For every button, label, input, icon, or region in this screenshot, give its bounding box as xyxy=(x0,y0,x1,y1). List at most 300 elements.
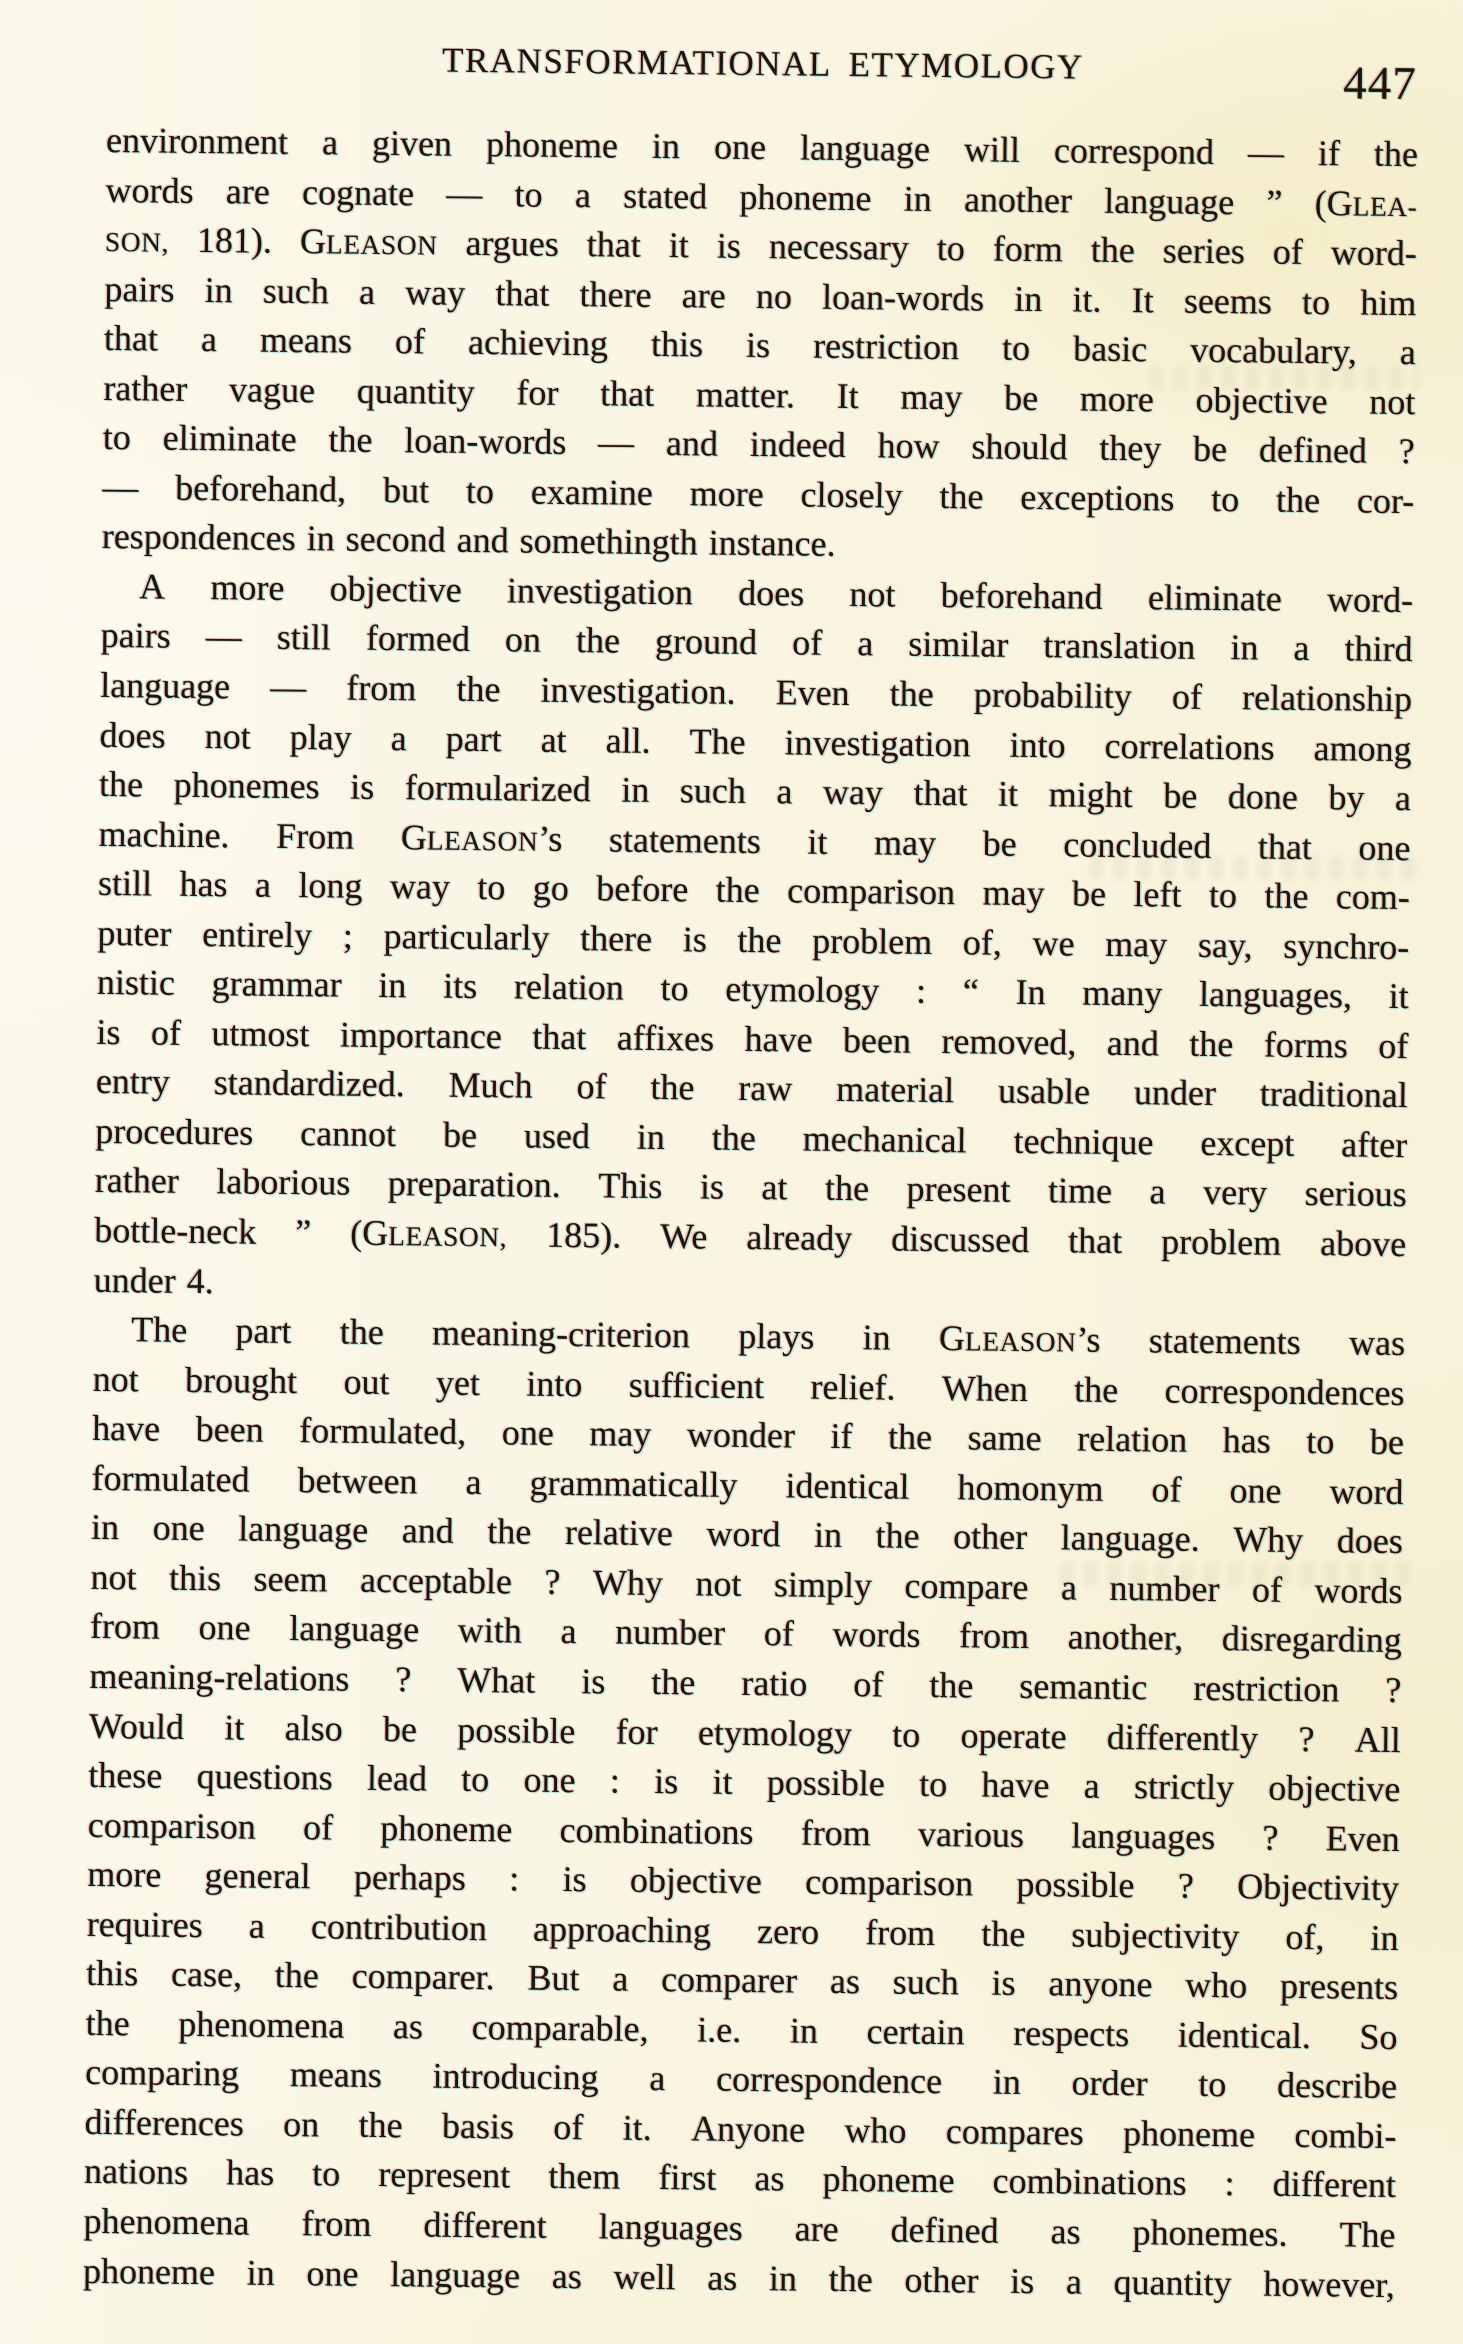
word: contribution xyxy=(310,1905,488,1948)
word: the xyxy=(487,1511,532,1552)
word: words xyxy=(1314,1569,1403,1611)
word: meaning-criterion xyxy=(431,1312,691,1356)
word: procedures xyxy=(95,1110,254,1153)
word: 181). xyxy=(196,220,273,261)
word: correspond xyxy=(1053,130,1215,172)
word: word xyxy=(706,1513,781,1555)
word: there xyxy=(579,273,652,315)
word: investigation xyxy=(784,721,971,764)
word: statements xyxy=(1148,1320,1302,1363)
word: one xyxy=(713,126,767,168)
word: — xyxy=(1247,132,1285,173)
word: before xyxy=(596,868,689,910)
word: not xyxy=(849,573,896,615)
word: combi- xyxy=(1294,2114,1397,2156)
word: When xyxy=(941,1367,1029,1409)
word: instance. xyxy=(708,522,836,565)
word: are xyxy=(225,170,271,212)
word: in xyxy=(246,2252,275,2293)
word: after xyxy=(1341,1124,1408,1166)
word: it xyxy=(668,225,690,266)
word: by xyxy=(1328,777,1365,818)
word: does xyxy=(1336,1520,1404,1562)
word: a xyxy=(1065,2260,1083,2302)
word: brought xyxy=(184,1359,298,1401)
word: in xyxy=(204,269,233,310)
word: from xyxy=(958,1615,1030,1657)
word: ” xyxy=(1266,182,1283,223)
word: grammar xyxy=(211,963,342,1005)
word: statements xyxy=(608,819,762,861)
word: if xyxy=(830,1416,853,1457)
word: semantic xyxy=(1019,1665,1148,1708)
word: preparation. xyxy=(387,1163,562,1206)
word: forms xyxy=(1263,1024,1349,1066)
word: as xyxy=(754,2158,785,2199)
word: more xyxy=(1079,378,1155,420)
word: Objectivity xyxy=(1237,1866,1400,1909)
word: a xyxy=(390,717,407,758)
word: the xyxy=(85,2002,130,2044)
word: not xyxy=(204,715,251,757)
word: words xyxy=(832,1614,921,1656)
word: — xyxy=(102,466,139,508)
word: have xyxy=(91,1408,161,1449)
word: examine xyxy=(530,471,654,513)
word: defined xyxy=(890,2209,999,2251)
word: 185). xyxy=(546,1214,622,1256)
word: a xyxy=(560,1611,577,1652)
word: argues xyxy=(465,222,560,264)
word: of xyxy=(1272,231,1304,273)
word: of xyxy=(1378,1025,1409,1066)
word: 4. xyxy=(186,1260,214,1301)
word: out xyxy=(343,1361,390,1402)
word: is xyxy=(350,766,375,808)
word: identical xyxy=(785,1465,910,1507)
word: combinations xyxy=(992,2161,1187,2204)
word: this xyxy=(86,1953,139,1994)
word: the xyxy=(328,419,373,461)
word: disregarding xyxy=(1221,1618,1403,1661)
word: in xyxy=(992,2061,1022,2103)
word: the xyxy=(1373,133,1419,175)
word: a xyxy=(574,174,592,215)
word: sufficient xyxy=(628,1364,765,1406)
word: different xyxy=(1272,2164,1397,2206)
word: and xyxy=(1106,1022,1160,1064)
word: utmost xyxy=(211,1012,310,1055)
word: concluded xyxy=(1063,824,1212,866)
word: — xyxy=(205,616,243,657)
word: languages xyxy=(598,2206,743,2248)
word: the xyxy=(274,1955,320,1996)
word: a xyxy=(857,623,874,664)
page-content xyxy=(83,35,1419,2313)
word: language xyxy=(799,127,931,169)
word: languages, xyxy=(1198,974,1353,1016)
word: standardized. xyxy=(213,1062,405,1105)
word: time xyxy=(1047,1170,1113,1212)
word: investigation xyxy=(506,570,694,613)
word: laborious xyxy=(216,1161,351,1204)
word: entirely xyxy=(202,913,313,955)
word: more xyxy=(87,1854,162,1895)
word: necessary xyxy=(768,226,910,268)
word: be xyxy=(1003,377,1039,418)
word: number xyxy=(614,1611,726,1654)
word: Even xyxy=(775,672,850,714)
word: go xyxy=(532,867,570,909)
word: cognate xyxy=(301,171,415,213)
word: correspondences xyxy=(1164,1370,1405,1413)
word: used xyxy=(523,1115,591,1157)
word: in xyxy=(813,1515,843,1556)
word: be xyxy=(1192,429,1228,470)
word: correlations xyxy=(1104,725,1275,768)
word: first xyxy=(658,2157,717,2199)
word: somethingth xyxy=(519,520,698,563)
word: compare xyxy=(904,1565,1029,1607)
word: one xyxy=(152,1507,205,1549)
word: comparing xyxy=(85,2052,240,2094)
word: was xyxy=(1348,1322,1406,1364)
word: words xyxy=(105,169,194,211)
word: language xyxy=(289,1608,420,1650)
word: who xyxy=(1185,1964,1248,2006)
word: language. xyxy=(1060,1517,1200,1560)
word: series xyxy=(1162,230,1246,272)
word: already xyxy=(746,1216,853,1259)
word: restriction xyxy=(812,325,960,368)
word: as xyxy=(707,2257,738,2298)
word: is xyxy=(699,1166,725,1208)
word: the xyxy=(828,2258,874,2299)
word: in xyxy=(651,125,681,167)
word: acceptable xyxy=(359,1559,513,1602)
word: ? xyxy=(1262,1817,1279,1858)
word: second xyxy=(345,518,446,561)
word: But xyxy=(527,1957,580,1999)
word: the xyxy=(981,1913,1026,1954)
word: may xyxy=(589,1413,652,1455)
word: perhaps xyxy=(353,1856,467,1899)
word: at xyxy=(761,1167,788,1208)
word: be xyxy=(1369,1421,1405,1463)
word: language xyxy=(390,2253,521,2296)
word: it. xyxy=(622,2107,652,2148)
word: quantity xyxy=(356,370,476,412)
word: that xyxy=(1068,1220,1123,1262)
word: com- xyxy=(1335,876,1411,918)
word: with xyxy=(457,1610,523,1651)
word: that xyxy=(495,272,550,314)
word: phoneme xyxy=(1122,2112,1256,2155)
word: GLEASON xyxy=(299,221,438,262)
word: are xyxy=(794,2208,839,2249)
word: phenomena xyxy=(83,2200,250,2243)
word: objective xyxy=(629,1859,763,1902)
word: still xyxy=(97,863,153,904)
word: technique xyxy=(1013,1120,1154,1163)
word: a xyxy=(1399,332,1417,373)
word: The xyxy=(689,720,746,762)
word: possible xyxy=(766,1762,886,1804)
word: importance xyxy=(339,1014,503,1057)
word: Would xyxy=(88,1705,185,1747)
word: zero xyxy=(756,1910,820,1952)
word: word xyxy=(1329,1471,1404,1512)
word: This xyxy=(598,1165,663,1207)
word: different xyxy=(423,2204,548,2246)
word: GLEASON’s xyxy=(938,1318,1101,1360)
word: correspondence xyxy=(715,2059,943,2102)
word: still xyxy=(276,617,332,658)
word: case, xyxy=(170,1954,243,1995)
word: to xyxy=(514,173,543,215)
word: comparer xyxy=(660,1959,798,2001)
word: to xyxy=(102,417,132,458)
word: that xyxy=(103,318,159,359)
word: the xyxy=(737,919,782,961)
word: but xyxy=(382,469,430,511)
word: defined xyxy=(1258,429,1368,471)
word: subjectivity xyxy=(1071,1914,1240,1957)
word: the xyxy=(887,1416,933,1458)
word: basis xyxy=(441,2105,515,2147)
word: there xyxy=(579,917,653,959)
word: the xyxy=(711,1117,757,1158)
word: (GLEASON, xyxy=(350,1212,508,1254)
word: in xyxy=(1014,278,1043,319)
word: third xyxy=(1344,628,1413,670)
word: means xyxy=(289,2054,383,2096)
word: matter. xyxy=(695,374,796,416)
word: a xyxy=(358,271,376,312)
word: combinations xyxy=(559,1809,754,1852)
word: for xyxy=(516,372,559,413)
page-title: TRANSFORMATIONAL ETYMOLOGY xyxy=(441,40,1085,87)
word: be xyxy=(442,1114,478,1155)
word: similar xyxy=(908,624,1009,666)
word: long xyxy=(298,865,363,906)
word: a xyxy=(248,1905,266,1946)
word: be xyxy=(982,823,1017,864)
word: objective xyxy=(1195,379,1328,421)
word: such xyxy=(679,770,747,812)
word: relation xyxy=(1077,1418,1188,1460)
word: are xyxy=(681,274,726,316)
word: left xyxy=(1133,874,1182,915)
word: cor- xyxy=(1356,480,1415,521)
word: is xyxy=(682,919,708,960)
word: that xyxy=(532,1016,587,1058)
word: phonemes. xyxy=(1132,2212,1288,2254)
word: to xyxy=(477,867,506,908)
word: discussed xyxy=(891,1218,1030,1261)
word: anyone xyxy=(1048,1963,1153,2005)
word: rather xyxy=(103,367,188,409)
word: also xyxy=(284,1707,343,1749)
word: however, xyxy=(1263,2263,1396,2305)
word: word- xyxy=(1330,232,1418,274)
word: has xyxy=(179,864,228,905)
word: such xyxy=(262,270,330,312)
word: is xyxy=(96,1011,121,1053)
paragraph xyxy=(83,1308,1406,2313)
word: describe xyxy=(1276,2065,1398,2107)
word: of xyxy=(763,1613,795,1654)
word: no xyxy=(755,275,793,317)
word: under xyxy=(1133,1072,1217,1114)
word: be xyxy=(1071,873,1107,915)
word: ? xyxy=(395,1659,412,1700)
word: Much xyxy=(448,1065,533,1107)
word: same xyxy=(967,1417,1042,1459)
word: done xyxy=(1227,776,1299,818)
word: language xyxy=(238,1508,369,1551)
word: removed, xyxy=(941,1020,1077,1063)
word: as xyxy=(829,1961,861,2002)
word: comparable, xyxy=(471,2006,649,2049)
word: pairs xyxy=(104,268,175,310)
word: : xyxy=(509,1858,520,1899)
word: this xyxy=(650,324,704,365)
word: relation xyxy=(513,966,625,1008)
word: comparison xyxy=(87,1804,257,1847)
word: respondences xyxy=(101,516,296,559)
word: Anyone xyxy=(690,2108,806,2150)
word: a xyxy=(254,864,272,905)
word: in xyxy=(862,1317,891,1358)
word: The xyxy=(1339,2214,1396,2256)
word: such xyxy=(892,1961,960,2003)
word: : xyxy=(1224,2163,1235,2204)
word: So xyxy=(1359,2016,1398,2057)
word: part xyxy=(235,1310,292,1352)
word: material xyxy=(836,1069,955,1111)
word: — xyxy=(270,666,307,708)
word: one xyxy=(1229,1469,1282,1511)
word: the xyxy=(889,673,934,714)
word: nistic xyxy=(96,962,176,1004)
word: way xyxy=(822,771,884,813)
word: ratio xyxy=(741,1662,808,1704)
word: objective xyxy=(329,568,462,610)
word: is xyxy=(991,1962,1016,2004)
word: in xyxy=(306,518,335,559)
word: and xyxy=(665,423,719,464)
word: we xyxy=(1032,922,1075,964)
word: not xyxy=(90,1556,137,1598)
word: a xyxy=(465,1461,482,1502)
word: to xyxy=(892,1714,921,1755)
word: be xyxy=(382,1708,418,1749)
word: of xyxy=(792,622,823,664)
word: comparison xyxy=(787,870,956,913)
word: to xyxy=(312,2153,341,2195)
word: to xyxy=(1198,2064,1227,2105)
word: presents xyxy=(1279,1966,1399,2008)
word: the xyxy=(824,1168,870,1209)
word: From xyxy=(275,815,355,857)
word: simply xyxy=(773,1564,873,1606)
word: have xyxy=(981,1764,1050,1806)
word: another xyxy=(963,178,1073,220)
word: machine. xyxy=(98,813,230,855)
word: not xyxy=(695,1563,742,1604)
word: well xyxy=(613,2256,676,2297)
word: has xyxy=(226,2152,275,2194)
word: means xyxy=(259,319,353,361)
word: one xyxy=(1358,827,1411,868)
word: A xyxy=(139,566,166,607)
word: and xyxy=(401,1510,455,1552)
word: very xyxy=(1202,1172,1268,1214)
word: it xyxy=(712,1761,733,1802)
word: ? xyxy=(544,1561,561,1602)
word: basic xyxy=(1073,328,1148,370)
word: the xyxy=(939,475,984,517)
word: formulated, xyxy=(299,1410,467,1453)
word: approaching xyxy=(532,1908,712,1951)
word: in xyxy=(1370,1917,1399,1958)
word: raw xyxy=(738,1068,793,1109)
word: in xyxy=(768,2257,798,2299)
word: (GLEA- xyxy=(1314,182,1418,224)
word: phenomena xyxy=(178,2003,345,2046)
word: synchro- xyxy=(1283,925,1410,967)
word: that xyxy=(1257,826,1313,867)
word: it xyxy=(224,1706,245,1748)
word: respects xyxy=(1013,2012,1130,2054)
word: under xyxy=(93,1259,176,1301)
word: cannot xyxy=(300,1113,397,1155)
word: In xyxy=(1015,972,1046,1013)
word: ; xyxy=(342,915,354,956)
word: as xyxy=(392,2005,424,2047)
word: loan-words xyxy=(821,276,985,319)
word: of xyxy=(1171,676,1203,717)
word: to xyxy=(1301,281,1331,322)
word: “ xyxy=(962,971,980,1012)
word: the xyxy=(1264,875,1309,917)
word: identical. xyxy=(1177,2014,1312,2056)
word: etymology xyxy=(725,969,880,1011)
word: wonder xyxy=(686,1414,796,1456)
word: environment xyxy=(105,119,289,162)
word: other xyxy=(904,2259,979,2301)
word: strictly xyxy=(1133,1766,1235,1808)
word: may xyxy=(1105,923,1168,965)
word: at xyxy=(540,719,567,760)
word: the xyxy=(98,764,144,805)
word: as xyxy=(551,2255,583,2296)
word: form xyxy=(992,228,1064,270)
word: problem xyxy=(1161,1221,1282,1263)
word: We xyxy=(660,1216,708,1257)
word: from xyxy=(89,1606,161,1648)
paragraph xyxy=(102,119,1419,579)
word: of, xyxy=(1285,1916,1325,1957)
word: in xyxy=(636,1116,666,1158)
word: present xyxy=(906,1169,1011,1211)
word: them xyxy=(548,2156,621,2198)
word: who xyxy=(844,2109,907,2151)
word: should xyxy=(971,426,1068,468)
word: closely xyxy=(800,474,903,516)
word: is xyxy=(562,1859,587,1900)
